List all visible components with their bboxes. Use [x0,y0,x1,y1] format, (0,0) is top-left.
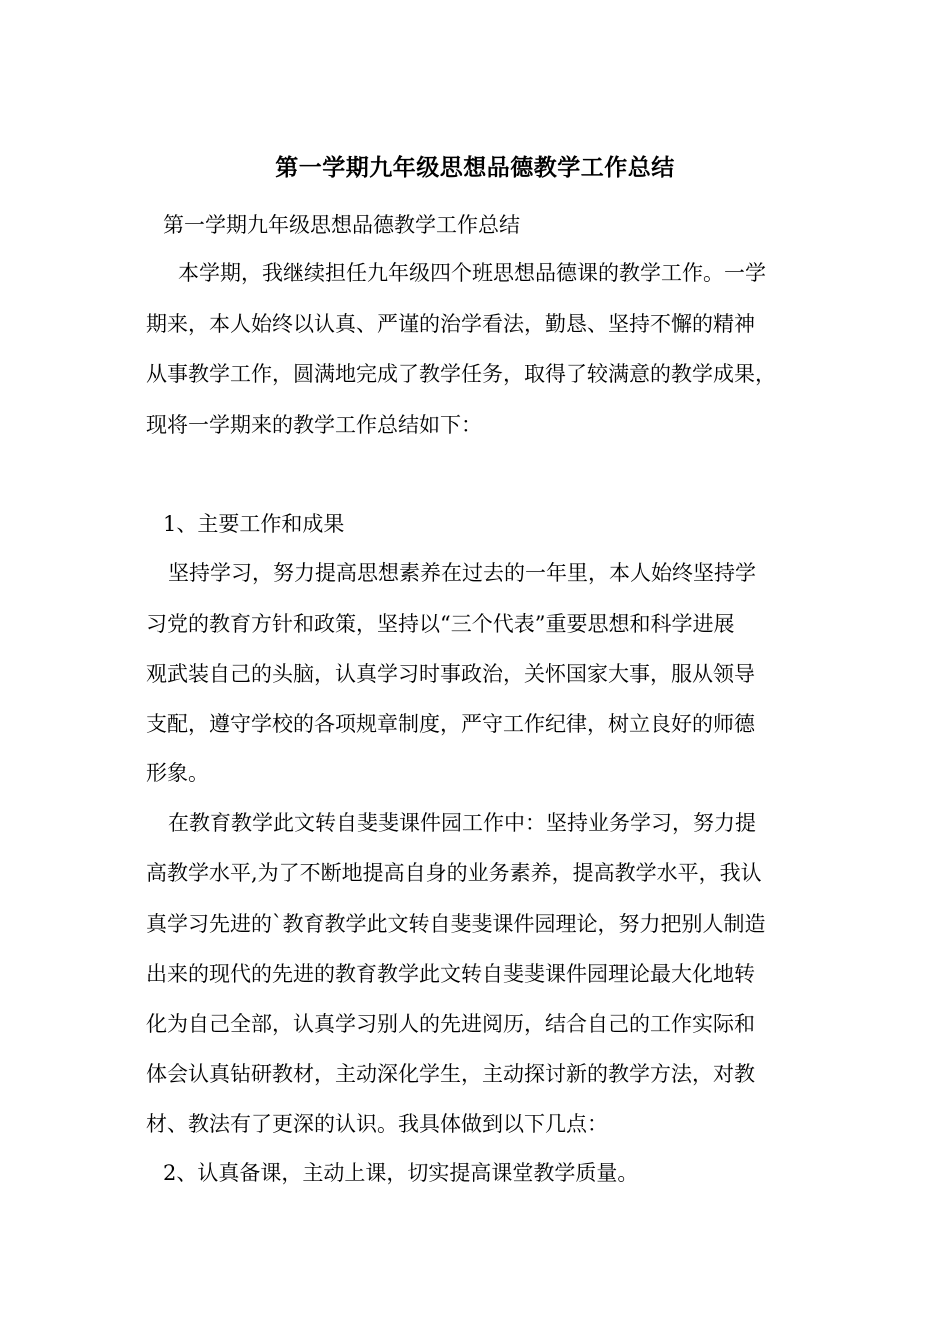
paragraph-line: 出来的现代的先进的教育教学此文转自斐斐课件园理论最大化地转 [146,962,755,986]
intro-line: 从事教学工作，圆满地完成了教学任务，取得了较满意的教学成果， [146,362,776,386]
paragraph-line: 材、教法有了更深的认识。我具体做到以下几点： [146,1112,608,1136]
paragraph-line: 体会认真钻研教材，主动深化学生，主动探讨新的教学方法，对教 [146,1062,755,1086]
paragraph-line: 观武装自己的头脑，认真学习时事政治，关怀国家大事，服从领导 [146,662,755,686]
section-heading-1: 1、主要工作和成果 [163,512,345,536]
paragraph-line: 化为自己全部，认真学习别人的先进阅历，结合自己的工作实际和 [146,1012,755,1036]
paragraph-line: 在教育教学此文转自斐斐课件园工作中：坚持业务学习，努力提 [168,811,756,835]
paragraph-line: 形象。 [146,761,209,785]
paragraph-line: 坚持学习，努力提高思想素养在过去的一年里，本人始终坚持学 [168,561,756,585]
section-heading-2: 2、认真备课，主动上课，切实提高课堂教学质量。 [163,1161,639,1185]
intro-line: 期来，本人始终以认真、严谨的治学看法，勤恳、坚持不懈的精神 [146,312,755,336]
paragraph-line: 真学习先进的`教育教学此文转自斐斐课件园理论，努力把别人制造 [146,912,766,936]
intro-line: 本学期，我继续担任九年级四个班思想品德课的教学工作。一学 [178,261,766,285]
document-subtitle: 第一学期九年级思想品德教学工作总结 [163,213,520,237]
intro-line: 现将一学期来的教学工作总结如下： [146,413,482,437]
paragraph-line: 高教学水平,为了不断地提高自身的业务素养，提高教学水平，我认 [146,861,762,885]
paragraph-line: 支配，遵守学校的各项规章制度，严守工作纪律，树立良好的师德 [146,712,755,736]
document-title: 第一学期九年级思想品德教学工作总结 [275,154,675,181]
paragraph-line: 习党的教育方针和政策，坚持以“三个代表”重要思想和科学进展 [146,612,735,636]
